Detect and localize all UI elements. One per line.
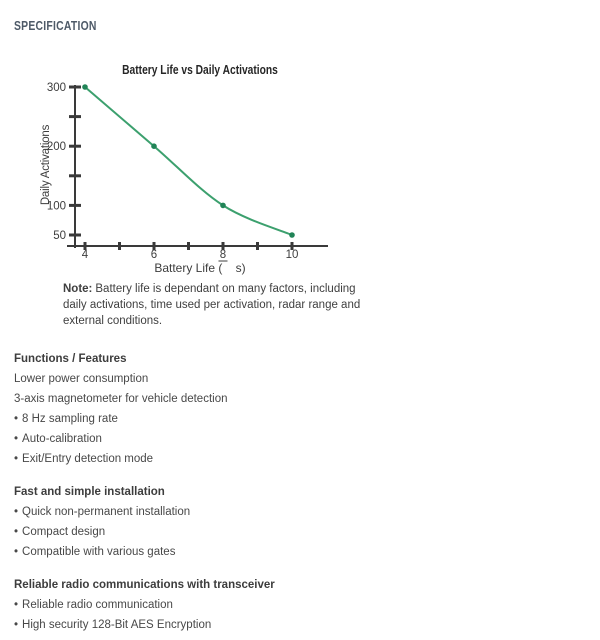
bullet-icon: •: [14, 546, 19, 558]
x-tick-label: 6: [150, 249, 158, 261]
feature-item: [14, 409, 444, 429]
data-point: [289, 232, 295, 238]
feature-section: [14, 482, 444, 562]
feature-item-label: Quick non-permanent installation: [22, 506, 191, 518]
chart-y-axis-label: Daily Activations: [40, 124, 52, 206]
section-heading: Reliable radio communications with transceiver: [14, 579, 275, 591]
y-tick-label: 300: [46, 82, 66, 94]
feature-section: [14, 349, 444, 469]
feature-item: [14, 429, 444, 449]
feature-item-label: Exit/Entry detection mode: [22, 453, 154, 465]
feature-item-label: 3-axis magnetometer for vehicle detection: [14, 393, 228, 405]
data-point: [82, 84, 88, 90]
y-tick-label: 50: [53, 230, 66, 242]
feature-item-label: Reliable radio communication: [22, 599, 173, 611]
feature-item-label: Auto-calibration: [22, 433, 102, 445]
section-heading: Functions / Features: [14, 353, 127, 365]
feature-section: [14, 575, 444, 635]
page-title: SPECIFICATION: [14, 18, 97, 33]
feature-item: [14, 389, 444, 409]
feature-item: [14, 522, 444, 542]
bullet-icon: •: [14, 453, 19, 465]
x-tick-label: 10: [285, 249, 299, 261]
feature-item-label: Compact design: [22, 526, 106, 538]
feature-item: [14, 542, 444, 562]
chart-x-axis-label: Battery Life ( s): [154, 261, 246, 275]
bullet-icon: •: [14, 619, 19, 631]
bullet-icon: •: [14, 433, 19, 445]
feature-item: [14, 449, 444, 469]
bullet-icon: •: [14, 526, 19, 538]
bullet-icon: •: [14, 506, 19, 518]
bullet-icon: •: [14, 599, 19, 611]
feature-item: [14, 502, 444, 522]
feature-item-label: High security 128-Bit AES Encryption: [22, 619, 212, 631]
section-heading: Fast and simple installation: [14, 486, 165, 498]
data-point: [151, 143, 157, 149]
feature-item: [14, 369, 444, 389]
feature-item: [14, 595, 444, 615]
battery-life-curve: [85, 87, 292, 235]
feature-item-label: Lower power consumption: [14, 373, 149, 385]
battery-note: [63, 281, 397, 329]
x-tick-label: 4: [81, 249, 89, 261]
feature-item-label: 8 Hz sampling rate: [22, 413, 118, 425]
feature-item-label: Compatible with various gates: [22, 546, 176, 558]
bullet-icon: •: [14, 413, 19, 425]
x-tick-label: 8: [219, 249, 227, 261]
note-label: Note:: [63, 283, 93, 295]
feature-sections: [14, 349, 444, 640]
note-text: Battery life is dependant on many factors, including daily activations, time used per activation, radar range and external conditions.: [63, 283, 361, 327]
feature-item: [14, 615, 444, 635]
y-tick-label: 100: [46, 200, 66, 213]
chart-title: Battery Life vs Daily Activations: [122, 63, 278, 77]
y-tick-label: 200: [46, 141, 66, 154]
data-point: [220, 203, 226, 209]
